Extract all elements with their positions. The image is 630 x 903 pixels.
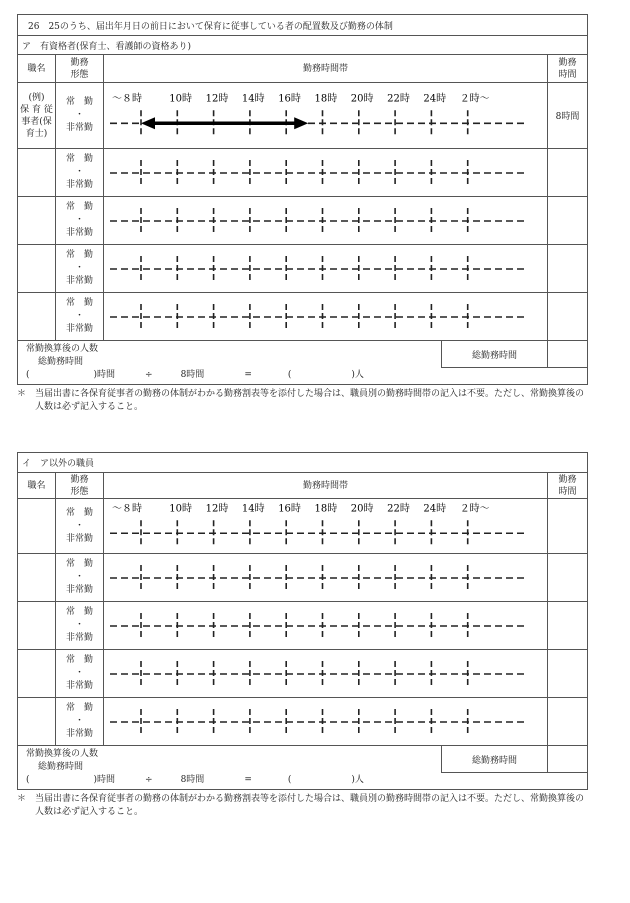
time-label: ～８時	[112, 93, 142, 105]
header-hours: 勤務 時間	[548, 473, 588, 499]
employment-type[interactable]	[56, 554, 104, 602]
time-band[interactable]	[104, 149, 548, 197]
hours-cell[interactable]	[548, 499, 588, 554]
job-cell[interactable]	[18, 650, 56, 698]
header-hours: 勤務 時間	[548, 55, 588, 83]
full-time-label: 常 勤	[65, 607, 93, 617]
employment-type[interactable]	[56, 499, 104, 554]
job-cell[interactable]	[18, 554, 56, 602]
staff-row	[18, 602, 588, 650]
timeline-graphic	[104, 650, 548, 698]
time-label: 18時	[314, 503, 338, 515]
timeline-graphic	[104, 499, 548, 554]
header-band: 勤務時間帯	[104, 473, 548, 499]
formula-part: (	[287, 370, 292, 380]
staff-row	[18, 650, 588, 698]
total-hours-value[interactable]	[548, 746, 588, 773]
job-cell[interactable]	[18, 293, 56, 341]
timeline-graphic	[104, 293, 548, 341]
note-a: ＊ 当届出書に各保育従事者の勤務の体制がわかる勤務割表等を添付した場合は、職員別の勤務時間帯の記入は不要。ただし、常勤換算後の人数は必ず記入すること。	[17, 389, 585, 412]
job-cell[interactable]	[18, 698, 56, 746]
separator-dot: ・	[74, 620, 84, 630]
hours-cell[interactable]	[548, 602, 588, 650]
time-label: 22時	[387, 503, 410, 515]
header-band: 勤務時間帯	[104, 55, 548, 83]
formula-part: ÷	[145, 775, 153, 785]
formula-part: (	[26, 370, 30, 380]
separator-dot: ・	[74, 572, 84, 582]
hours-cell[interactable]	[548, 197, 588, 245]
formula-part: 8時間	[180, 775, 205, 785]
staff-row	[18, 554, 588, 602]
separator-dot: ・	[74, 263, 84, 273]
job-cell[interactable]	[18, 602, 56, 650]
job-cell[interactable]	[18, 197, 56, 245]
time-label: 12時	[205, 93, 229, 105]
time-label: ２時～	[459, 503, 490, 515]
staff-row	[18, 499, 588, 554]
job-cell[interactable]	[18, 499, 56, 554]
total-hours-label: 総勤務時間	[442, 746, 548, 773]
time-band[interactable]	[104, 499, 548, 554]
total-hours-label: 総勤務時間	[442, 341, 548, 368]
part-time-label: 非常勤	[65, 276, 93, 286]
separator-dot: ・	[74, 311, 84, 321]
header-job: 職名	[18, 473, 56, 499]
formula-part: =	[244, 370, 252, 380]
job-cell[interactable]	[18, 245, 56, 293]
separator-dot: ・	[74, 110, 84, 120]
employment-type[interactable]	[56, 149, 104, 197]
part-time-label: 非常勤	[65, 228, 93, 238]
time-label: ２時～	[459, 93, 490, 105]
time-band[interactable]	[104, 245, 548, 293]
hours-cell[interactable]	[548, 293, 588, 341]
time-label: 16時	[278, 503, 301, 515]
summary-sub-label: 総勤務時間	[38, 762, 84, 772]
timeline-graphic	[104, 245, 548, 293]
time-band[interactable]	[104, 554, 548, 602]
separator-dot: ・	[74, 716, 84, 726]
hours-cell[interactable]	[548, 245, 588, 293]
time-band[interactable]	[104, 83, 548, 149]
timeline-graphic	[104, 197, 548, 245]
total-hours-value[interactable]	[548, 341, 588, 368]
summary-label: 常勤換算後の人数	[26, 749, 99, 759]
employment-type[interactable]	[56, 602, 104, 650]
summary-calculation	[18, 341, 442, 385]
part-time-label: 非常勤	[65, 729, 93, 739]
staff-row	[18, 149, 588, 197]
staff-row	[18, 245, 588, 293]
full-time-label: 常 勤	[65, 507, 93, 518]
part-time-label: 非常勤	[65, 180, 93, 190]
section-a-title: ア 有資格者(保育士、看護師の資格あり)	[18, 36, 588, 55]
example-row	[18, 83, 588, 149]
formula-part: )時間	[93, 775, 116, 785]
full-time-label: 常 勤	[65, 97, 93, 107]
arrow-head-icon	[294, 117, 308, 129]
employment-type[interactable]	[56, 698, 104, 746]
timeline-graphic	[104, 698, 548, 746]
summary-label: 常勤換算後の人数	[26, 344, 99, 354]
hours-cell[interactable]	[548, 554, 588, 602]
formula-part: )時間	[93, 370, 116, 380]
time-label: 10時	[169, 503, 193, 515]
separator-dot: ・	[74, 668, 84, 678]
full-time-label: 常 勤	[65, 202, 93, 212]
document-title: 26 25のうち、届出年月日の前日において保育に従事している者の配置数及び勤務の体制	[18, 15, 588, 36]
section-b-title: イ ア以外の職員	[18, 453, 588, 473]
arrow-head-icon	[141, 117, 155, 129]
full-time-label: 常 勤	[65, 154, 93, 164]
section-a-table	[17, 14, 588, 385]
time-band[interactable]	[104, 650, 548, 698]
time-label: ～８時	[112, 503, 142, 515]
employment-type[interactable]	[56, 197, 104, 245]
hours-cell[interactable]	[548, 698, 588, 746]
time-band[interactable]	[104, 602, 548, 650]
time-label: 20時	[350, 93, 374, 105]
part-time-label: 非常勤	[65, 123, 93, 133]
separator-dot: ・	[74, 167, 84, 177]
time-label: 10時	[169, 93, 193, 105]
time-label: 12時	[205, 503, 229, 515]
staff-row	[18, 293, 588, 341]
full-time-label: 常 勤	[65, 559, 93, 569]
timeline-graphic	[104, 602, 548, 650]
time-band[interactable]	[104, 293, 548, 341]
timeline-graphic	[104, 149, 548, 197]
header-form: 勤務 形態	[56, 473, 104, 499]
employment-type[interactable]	[56, 245, 104, 293]
part-time-label: 非常勤	[65, 533, 93, 544]
staff-row	[18, 197, 588, 245]
example-job: (例) 保 育 従 事者(保 育士)	[18, 83, 56, 149]
job-cell[interactable]	[18, 149, 56, 197]
formula-part: ÷	[145, 370, 153, 380]
part-time-label: 非常勤	[65, 633, 93, 643]
employment-type	[56, 83, 104, 149]
header-job: 職名	[18, 55, 56, 83]
time-label: 18時	[314, 93, 338, 105]
full-time-label: 常 勤	[65, 655, 93, 665]
time-band[interactable]	[104, 698, 548, 746]
time-label: 24時	[423, 93, 447, 105]
time-label: 24時	[423, 503, 447, 515]
formula-part: (	[26, 775, 30, 785]
formula-part: )人	[351, 370, 364, 380]
hours-cell[interactable]	[548, 650, 588, 698]
formula-part: (	[287, 775, 292, 785]
note-b: ＊ 当届出書に各保育従事者の勤務の体制がわかる勤務割表等を添付した場合は、職員別の勤務時間帯の記入は不要。ただし、常勤換算後の人数は必ず記入すること。	[17, 794, 585, 817]
part-time-label: 非常勤	[65, 585, 93, 595]
time-band[interactable]	[104, 197, 548, 245]
summary-calculation	[18, 746, 442, 790]
time-label: 20時	[350, 503, 374, 515]
full-time-label: 常 勤	[65, 250, 93, 260]
time-label: 16時	[278, 93, 301, 105]
summary-sub-label: 総勤務時間	[38, 357, 84, 367]
formula-part: 8時間	[180, 370, 205, 380]
part-time-label: 非常勤	[65, 324, 93, 334]
full-time-label: 常 勤	[65, 703, 93, 713]
formula-part: =	[244, 775, 252, 785]
time-label: 14時	[241, 503, 265, 515]
timeline-graphic	[104, 554, 548, 602]
time-label: 22時	[387, 93, 410, 105]
hours-cell[interactable]	[548, 149, 588, 197]
example-hours: 8時間	[548, 83, 588, 149]
employment-type[interactable]	[56, 293, 104, 341]
header-form: 勤務 形態	[56, 55, 104, 83]
employment-type[interactable]	[56, 650, 104, 698]
part-time-label: 非常勤	[65, 681, 93, 691]
staff-row	[18, 698, 588, 746]
separator-dot: ・	[74, 520, 84, 531]
full-time-label: 常 勤	[65, 298, 93, 308]
timeline-graphic	[104, 83, 548, 149]
time-label: 14時	[241, 93, 265, 105]
section-b-table	[17, 452, 588, 790]
formula-part: )人	[351, 775, 364, 785]
separator-dot: ・	[74, 215, 84, 225]
